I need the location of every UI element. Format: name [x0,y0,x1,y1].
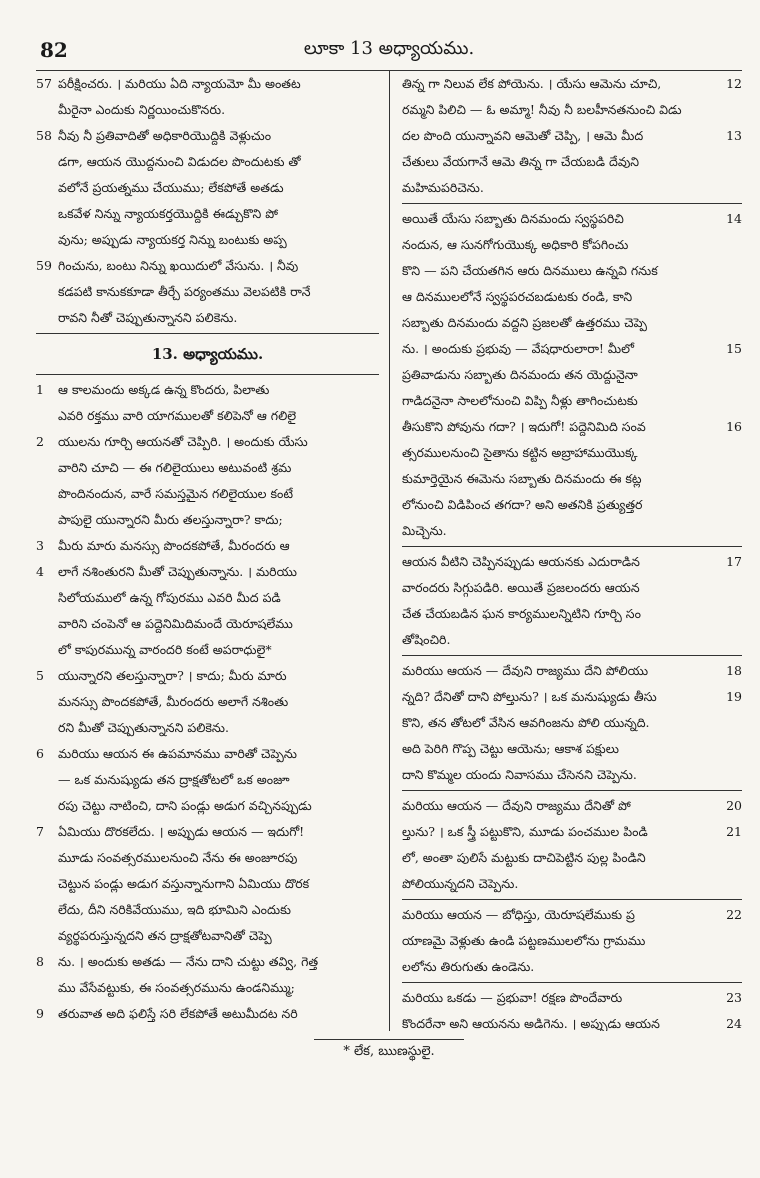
verse-text: వారందరు సిగ్గుపడిరి. అయితే ప్రజలందరు ఆయన [402,580,640,595]
verse-text: లలోను తిరుగుతు ఉండెను. [402,959,535,974]
paragraph-rule [402,203,742,204]
verse-line [36,871,379,897]
verse-line [36,819,379,845]
two-column-body [36,71,742,1031]
verse-text: మహిమపరిచెను. [402,180,484,195]
verse-line [36,507,379,533]
verse-line [36,279,379,305]
verse-text: మరియు ఆయన — దేవుని రాజ్యము దేనితో పో [402,798,631,813]
verse-line [36,767,379,793]
verse-text: దాని కొమ్మల యందు నివాసము చేసెనని చెప్పెను. [402,767,637,782]
verse-text: కడపటి కానుకకూడా తీర్చే పర్యంతము వెలపటికి రానే [58,284,311,299]
verse-number: 20 [726,798,742,813]
running-title: లూకా 13 అధ్యాయము. [303,38,475,59]
verse-line [36,689,379,715]
verse-line [402,928,742,954]
verse-text: వును; అప్పుడు న్యాయకర్త నిన్ను బంటుకు అప్ప [58,232,287,247]
verse-line [36,455,379,481]
verse-number: 6 [36,746,44,761]
verse-text: మరియు ఒకడు — ప్రభువా! రక్షణ పొందేవారు [402,990,623,1005]
verse-number: 15 [726,341,742,356]
verse-line [402,710,742,736]
verse-line [402,258,742,284]
verse-line [402,985,742,1011]
verse-text: ము వేసేవట్టుకు, ఈ సంవత్సరమును ఉండనిమ్ము; [58,980,295,995]
paragraph-rule [402,899,742,900]
verse-line [402,310,742,336]
verse-line [36,97,379,123]
verse-line [36,923,379,949]
verse-line [36,559,379,585]
verse-text: లో కాపురమున్న వారందరి కంటే అపరాధులై* [58,642,272,657]
verse-text: గించును, బంటు నిన్ను ఖయిదులో వేసును. । నీవు [58,258,299,273]
verse-line [36,403,379,429]
verse-text: తిన్న గా నిలువ లేక పోయెను. । యేసు ఆమెను చూచి, [402,76,662,91]
verse-text: ఆయన వీటిని చెప్పినప్పుడు ఆయనకు ఎదురాడిన [402,554,640,569]
verse-text: వారిని చంపెనో ఆ పద్దెనిమిదిమందే యెరూషలేము [58,616,293,631]
verse-text: వలోనే ప్రయత్నము చేయుము; లేకపోతే అతడు [58,180,284,195]
verse-line [402,902,742,928]
verse-text: మరియు ఆయన — బోధిస్తు, యెరూషలేముకు ప్ర [402,907,635,922]
verse-line [36,149,379,175]
verse-line [36,845,379,871]
verse-number: 4 [36,564,44,579]
verse-number: 7 [36,824,44,839]
verse-text: మీరు మారు మనస్సు పొందకపోతే, మీరందరు ఆ [58,538,290,553]
verse-number: 16 [726,419,742,434]
verse-text: ఆ కాలమందు అక్కడ ఉన్న కొందరు, పిలాతు [58,382,270,397]
verse-line [402,440,742,466]
verse-text: సిలోయములో ఉన్న గోపురము ఎవరి మీద పడి [58,590,281,605]
verse-text: లోనుంచి విడిపించ తగదా? అని అతనికి ప్రత్యుత్తర [402,497,643,512]
verse-text: గాడిదనైనా సాలలోనుంచి విప్పి నీళ్లు తాగించుటకు [402,393,638,408]
verse-text: చేత చేయబడిన ఘన కార్యములన్నిటిని గూర్చి సం [402,606,641,621]
verse-text: వ్యర్థపరుస్తున్నదని తన ద్రాక్షతోటవానితో చెప్పె [58,928,272,943]
verse-text: యులను గూర్చి ఆయనతో చెప్పిరి. । అందుకు యేసు [58,434,308,449]
verse-line [36,175,379,201]
verse-line [402,492,742,518]
verse-line [36,741,379,767]
paragraph-rule [36,333,379,334]
verse-text: అయితే యేసు సబ్బాతు దినమందు స్వస్థపరిచి [402,211,624,226]
paragraph-rule [402,982,742,983]
verse-line [36,637,379,663]
verse-number: 17 [726,554,742,569]
verse-line [36,611,379,637]
verse-text: డగా, ఆయన యొద్దనుంచి విడుదల పొందుటకు తో [58,154,301,169]
verse-line [402,575,742,601]
verse-line [402,206,742,232]
verse-line [402,871,742,897]
verse-text: ఒకవేళ నిన్ను న్యాయకర్తయొద్దికి ఈడ్చుకొని పో [58,206,278,221]
verse-line [36,949,379,975]
verse-text: ఆ దినములలోనే స్వస్థపరచబడుటకు రండి, కాని [402,289,633,304]
right-column [389,71,742,1031]
verse-text: రపు చెట్టు నాటించి, దాని పండ్లు అడుగ వచ్చినప్పుడు [58,798,312,813]
verse-line [402,1011,742,1031]
verse-line [402,658,742,684]
verse-line [36,1001,379,1027]
verse-number: 22 [726,907,742,922]
verse-text: తీసుకొని పోవును గదా? । ఇదుగో! పద్దెనిమిది సంవ [402,419,646,434]
verse-number: 18 [726,663,742,678]
verse-text: లేదు, దీని నరికివేయుము, ఇది భూమిని ఎందుకు [58,902,291,917]
verse-text: మనస్సు పొందకపోతే, మీరందరు అలాగే నశింతు [58,694,289,709]
verse-number: 24 [726,1016,742,1031]
verse-line [36,663,379,689]
verse-text: ఏమియు దొరకలేదు. । అప్పుడు ఆయన — ఇదుగో! [58,824,305,839]
verse-text: కొని, తన తోటలో వేసిన ఆవగింజను పోలి యున్నది. [402,715,650,730]
paragraph-rule [402,790,742,791]
verse-number: 2 [36,434,44,449]
verse-line [36,715,379,741]
verse-text: రమ్మని పిలిచి — ఓ అమ్మా! నీవు నీ బలహీనతనుంచి విడు [402,102,682,117]
footnote-divider [314,1039,464,1040]
verse-line [36,305,379,331]
verse-line [402,601,742,627]
verse-line [36,975,379,1001]
verse-line [36,429,379,455]
verse-line [402,466,742,492]
verse-line [36,377,379,403]
verse-line [402,97,742,123]
verse-line [36,897,379,923]
verse-text: యున్నారని తలస్తున్నారా? । కాదు; మీరు మారు [58,668,287,683]
verse-line [402,549,742,575]
verse-line [402,71,742,97]
verse-line [402,684,742,710]
verse-text: దల పొంది యున్నావని ఆమెతో చెప్పి, । ఆమె మీద [402,128,644,143]
paragraph-rule [402,546,742,547]
verse-text: పోలియున్నదని చెప్పెను. [402,876,519,891]
verse-line [36,201,379,227]
verse-text: పరీక్షించరు. । మరియు ఏది న్యాయమో మీ అంతట [58,76,301,91]
verse-line [36,71,379,97]
verse-text: పాపులై యున్నారని మీరు తలస్తున్నారా? కాదు; [58,512,283,527]
verse-line [36,793,379,819]
verse-number: 1 [36,382,44,397]
verse-number: 57 [36,76,52,91]
verse-line [402,414,742,440]
verse-text: మరియు ఆయన ఈ ఉపమానము వారితో చెప్పెను [58,746,297,761]
verse-text: ప్రతివాడును సబ్బాతు దినమందు తన యెద్దునైనా [402,367,638,382]
verse-number: 12 [726,76,742,91]
verse-line [402,175,742,201]
verse-text: వారిని చూచి — ఈ గలిలైయులు అటువంటి శ్రమ [58,460,292,475]
verse-line [36,585,379,611]
left-column [36,71,389,1031]
paragraph-rule [402,655,742,656]
verse-text: మూడు సంవత్సరములనుంచి నేను ఈ అంజూరపు [58,850,298,865]
verse-text: రావని నీతో చెప్పుతున్నానని పలికెను. [58,310,238,325]
verse-line [402,627,742,653]
verse-number: 3 [36,538,44,553]
verse-line [36,481,379,507]
footnote: * లేక, ఋణస్థులై. [343,1044,435,1059]
verse-number: 58 [36,128,52,143]
verse-line [402,388,742,414]
verse-text: ను. । అందుకు ప్రభువు — వేషధారులారా! మీలో [402,341,635,356]
verse-line [402,232,742,258]
verse-line [402,819,742,845]
verse-text: పొందినందున, వారే సమస్తమైన గలిలైయుల కంటే [58,486,294,501]
verse-line [402,362,742,388]
paragraph-rule [36,374,379,375]
verse-text: తోషించిరి. [402,632,451,647]
verse-number: 23 [726,990,742,1005]
verse-line [402,954,742,980]
verse-number: 59 [36,258,52,273]
verse-line [36,227,379,253]
verse-line [36,1027,379,1031]
verse-text: మిచ్చెను. [402,523,447,538]
verse-number: 14 [726,211,742,226]
verse-line [402,284,742,310]
verse-line [402,149,742,175]
verse-text: మీరైనా ఎందుకు నిర్ణయించుకొనరు. [58,102,226,117]
page-header [36,30,742,71]
verse-line [36,533,379,559]
verse-text: చెట్టున పండ్లు అడుగ వస్తున్నానుగాని ఏమియు దొరక [58,876,310,891]
verse-line [402,762,742,788]
verse-line [402,336,742,362]
verse-number: 21 [726,824,742,839]
verse-text [58,1027,379,1031]
verse-text: లాగే నశింతురని మీతో చెప్పుతున్నాను. । మరియు [58,564,297,579]
verse-text: ను. । అందుకు అతడు — నేను దాని చుట్టు తవ్వి, గెత్త [58,954,319,969]
verse-text: కొని — పని చేయతగిన ఆరు దినములు ఉన్నవి గనుక [402,263,658,278]
verse-line [402,123,742,149]
verse-text: లో, అంతా పులిసే మట్టుకు దాచిపెట్టిన పుల్ల పిండిని [402,850,646,865]
verse-text: కొందరేనా అని ఆయనను అడిగెను. । అప్పుడు ఆయన [402,1016,660,1031]
verse-text: న్నది? దేనితో దాని పోల్తును? । ఒక మనుష్యుడు తీసు [402,689,657,704]
verse-text: నీవు నీ ప్రతివాదితో అధికారియొద్దికి వెళ్లుచుం [58,128,272,143]
verse-line [36,123,379,149]
verse-text: యాణమై వెళ్లుతు ఉండి పట్టణములలోను గ్రామము [402,933,646,948]
verse-text: సబ్బాతు దినమందు వద్దని ప్రజలతో ఉత్తరము చెప్పె [402,315,647,330]
verse-number: 13 [726,128,742,143]
verse-text: చేతులు వేయగానే ఆమె తిన్న గా చేయబడి దేవుని [402,154,640,169]
verse-line [36,253,379,279]
verse-line [402,793,742,819]
verse-line [402,736,742,762]
verse-text: ఎవరి రక్తము వారి యాగములతో కలిపెనో ఆ గలిలై [58,408,297,423]
chapter-heading: 13. అధ్యాయము. [151,345,264,363]
verse-text: త్సరములనుంచి సైతాను కట్టిన అబ్రాహాముయొక్క [402,445,638,460]
verse-text: అది పెరిగి గొప్ప చెట్టు ఆయెను; ఆకాశ పక్షులు [402,741,619,756]
verse-text: కుమార్తెయైన ఈమెను సబ్బాతు దినమందు ఈ కట్ల [402,471,642,486]
verse-line [402,845,742,871]
verse-number: 8 [36,954,44,969]
verse-number: 19 [726,689,742,704]
page-number: 82 [40,38,68,62]
verse-text: మరియు ఆయన — దేవుని రాజ్యము దేని పోలియు [402,663,649,678]
verse-number: 9 [36,1006,44,1021]
verse-text: రని మీతో చెప్పుతున్నానని పలికెను. [58,720,229,735]
verse-text: ల్తును? । ఒక స్త్రీ పట్టుకొని, మూడు పంచముల పిండి [402,824,648,839]
verse-text: తరువాత అది ఫలిస్తే సరి లేకపోతే అటుమీదట నరి [58,1006,298,1021]
verse-text: నందున, ఆ సునగోగుయొక్క అధికారి కోపగించు [402,237,629,252]
verse-text: — ఒక మనుష్యుడు తన ద్రాక్షతోటలో ఒక అంజూ [58,772,290,787]
verse-line [402,518,742,544]
verse-number: 5 [36,668,44,683]
